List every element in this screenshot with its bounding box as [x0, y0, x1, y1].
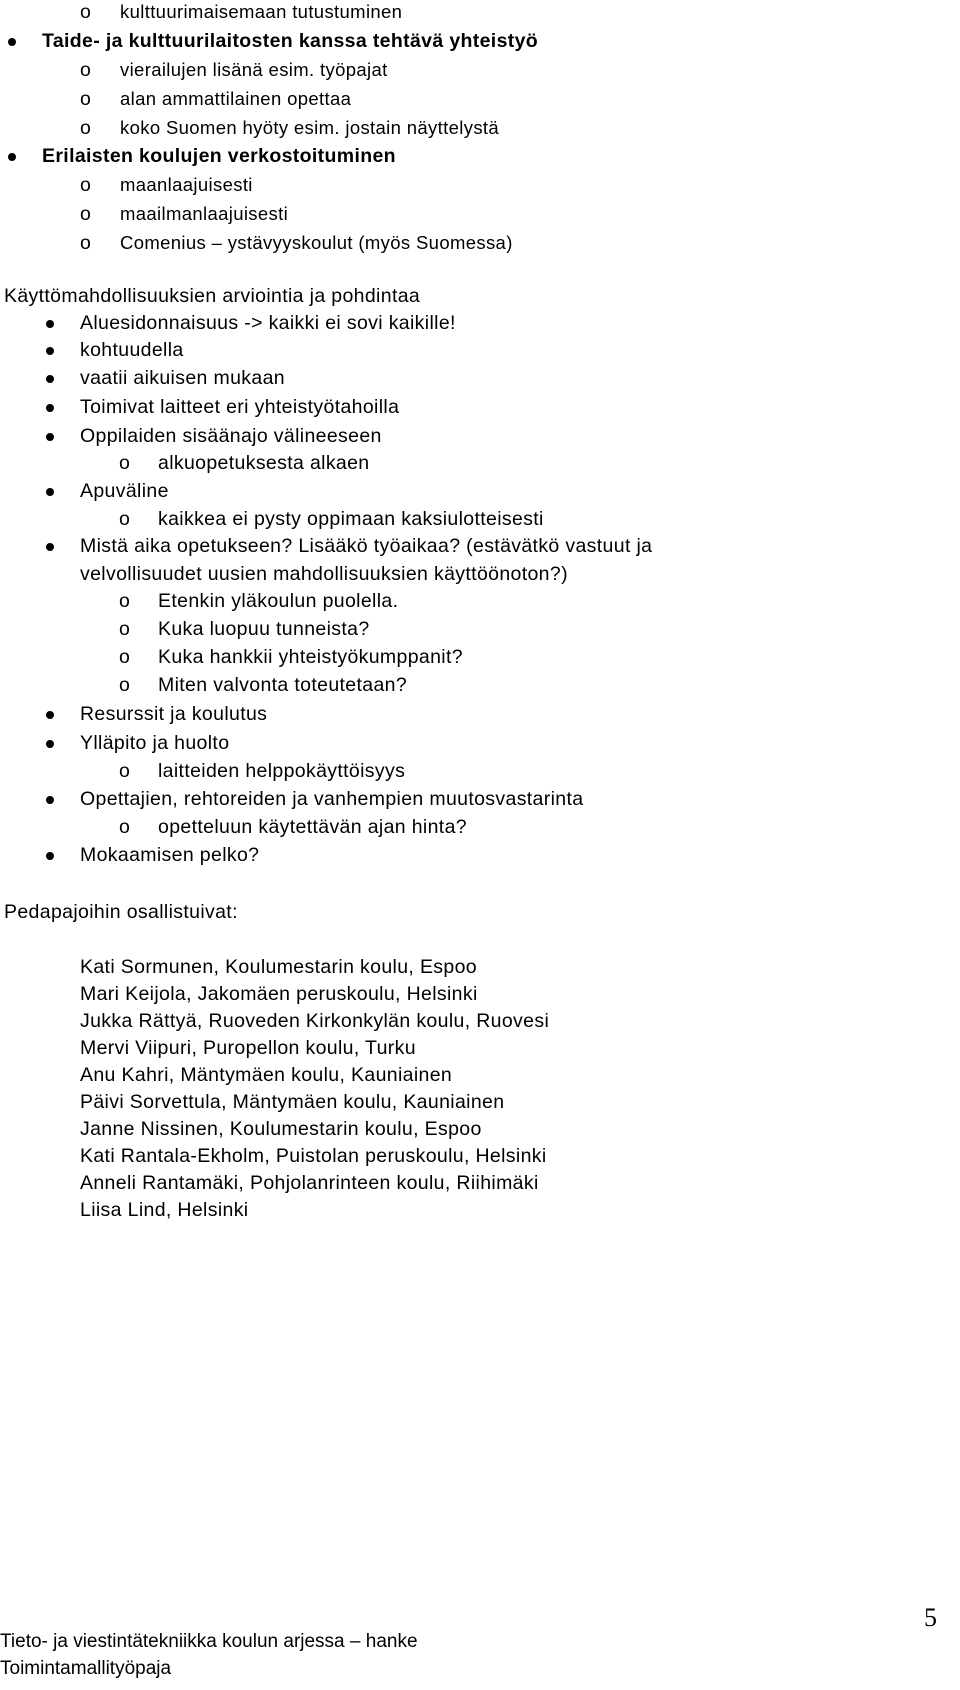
sub-bullet-marker: o [80, 117, 91, 139]
list-item: Comenius – ystävyyskoulut (myös Suomessa) [120, 232, 513, 253]
sub-bullet-marker: o [80, 232, 91, 254]
list-item: koko Suomen hyöty esim. jostain näyttelystä [120, 117, 500, 138]
list-item: Mokaamisen pelko? [80, 844, 260, 866]
list-item: Ylläpito ja huolto [80, 732, 230, 754]
sub-bullet-marker: o [119, 508, 130, 530]
list-item: alkuopetuksesta alkaen [158, 452, 370, 474]
bullet-icon [8, 38, 16, 46]
bullet-icon [46, 796, 54, 804]
list-item: Taide- ja kulttuurilaitosten kanssa tehtävä yhteistyö [42, 30, 539, 52]
list-item: opetteluun käytettävän ajan hinta? [158, 816, 467, 838]
list-item: Kuka luopuu tunneista? [158, 618, 370, 640]
sub-bullet-marker: o [119, 646, 130, 668]
list-item-continuation: velvollisuudet uusien mahdollisuuksien käyttöönoton?) [80, 563, 568, 585]
participant-entry: Mervi Viipuri, Puropellon koulu, Turku [80, 1037, 416, 1059]
sub-bullet-marker: o [119, 816, 130, 838]
participant-entry: Kati Rantala-Ekholm, Puistolan peruskoulu, Helsinki [80, 1145, 547, 1167]
list-item: Erilaisten koulujen verkostoituminen [42, 145, 396, 167]
list-item: kohtuudella [80, 339, 184, 361]
sub-bullet-marker: o [119, 452, 130, 474]
sub-bullet-marker: o [119, 760, 130, 782]
list-item: Apuväline [80, 480, 169, 502]
list-item: Oppilaiden sisäänajo välineeseen [80, 425, 382, 447]
list-item: alan ammattilainen opettaa [120, 88, 352, 109]
list-item: Kuka hankkii yhteistyökumppanit? [158, 646, 463, 668]
participant-entry: Janne Nissinen, Koulumestarin koulu, Espoo [80, 1118, 482, 1140]
list-item: laitteiden helppokäyttöisyys [158, 760, 406, 782]
sub-bullet-marker: o [80, 203, 91, 225]
list-item: kulttuurimaisemaan tutustuminen [120, 1, 403, 22]
list-item: Toimivat laitteet eri yhteistyötahoilla [80, 396, 400, 418]
list-item: Etenkin yläkoulun puolella. [158, 590, 399, 612]
section-heading: Pedapajoihin osallistuivat: [4, 901, 238, 923]
participant-entry: Liisa Lind, Helsinki [80, 1199, 249, 1221]
list-item: vaatii aikuisen mukaan [80, 367, 285, 389]
participant-entry: Anneli Rantamäki, Pohjolanrinteen koulu, Riihimäki [80, 1172, 539, 1194]
bullet-icon [46, 852, 54, 860]
list-item: kaikkea ei pysty oppimaan kaksiulotteisesti [158, 508, 544, 530]
bullet-icon [46, 347, 54, 355]
sub-bullet-marker: o [119, 674, 130, 696]
participant-entry: Kati Sormunen, Koulumestarin koulu, Espoo [80, 956, 477, 978]
list-item: Resurssit ja koulutus [80, 703, 268, 725]
participant-entry: Jukka Rättyä, Ruoveden Kirkonkylän koulu, Ruovesi [80, 1010, 550, 1032]
list-item: maailmanlaajuisesti [120, 203, 289, 224]
section-heading: Käyttömahdollisuuksien arviointia ja pohdintaa [4, 285, 421, 307]
bullet-icon [46, 433, 54, 441]
list-item: Aluesidonnaisuus -> kaikki ei sovi kaikille! [80, 312, 456, 334]
footer-project-name: Tieto- ja viestintätekniikka koulun arjessa – hanke [0, 1631, 418, 1652]
bullet-icon [46, 320, 54, 328]
list-item: Mistä aika opetukseen? Lisääkö työaikaa? (estävätkö vastuut ja [80, 535, 653, 557]
bullet-icon [46, 404, 54, 412]
list-item: vierailujen lisänä esim. työpajat [120, 59, 388, 80]
bullet-icon [46, 488, 54, 496]
participant-entry: Päivi Sorvettula, Mäntymäen koulu, Kauniainen [80, 1091, 505, 1113]
list-item: Miten valvonta toteutetaan? [158, 674, 408, 696]
list-item: Opettajien, rehtoreiden ja vanhempien muutosvastarinta [80, 788, 584, 810]
list-item: maanlaajuisesti [120, 174, 253, 195]
sub-bullet-marker: o [119, 590, 130, 612]
sub-bullet-marker: o [80, 88, 91, 110]
sub-bullet-marker: o [80, 174, 91, 196]
page-number: 5 [924, 1603, 937, 1632]
bullet-icon [46, 543, 54, 551]
bullet-icon [8, 153, 16, 161]
participant-entry: Anu Kahri, Mäntymäen koulu, Kauniainen [80, 1064, 453, 1086]
sub-bullet-marker: o [80, 59, 91, 81]
participant-entry: Mari Keijola, Jakomäen peruskoulu, Helsinki [80, 983, 478, 1005]
bullet-icon [46, 740, 54, 748]
sub-bullet-marker: o [80, 1, 91, 23]
bullet-icon [46, 375, 54, 383]
bullet-icon [46, 711, 54, 719]
footer-workshop-name: Toimintamallityöpaja [0, 1658, 172, 1679]
sub-bullet-marker: o [119, 618, 130, 640]
